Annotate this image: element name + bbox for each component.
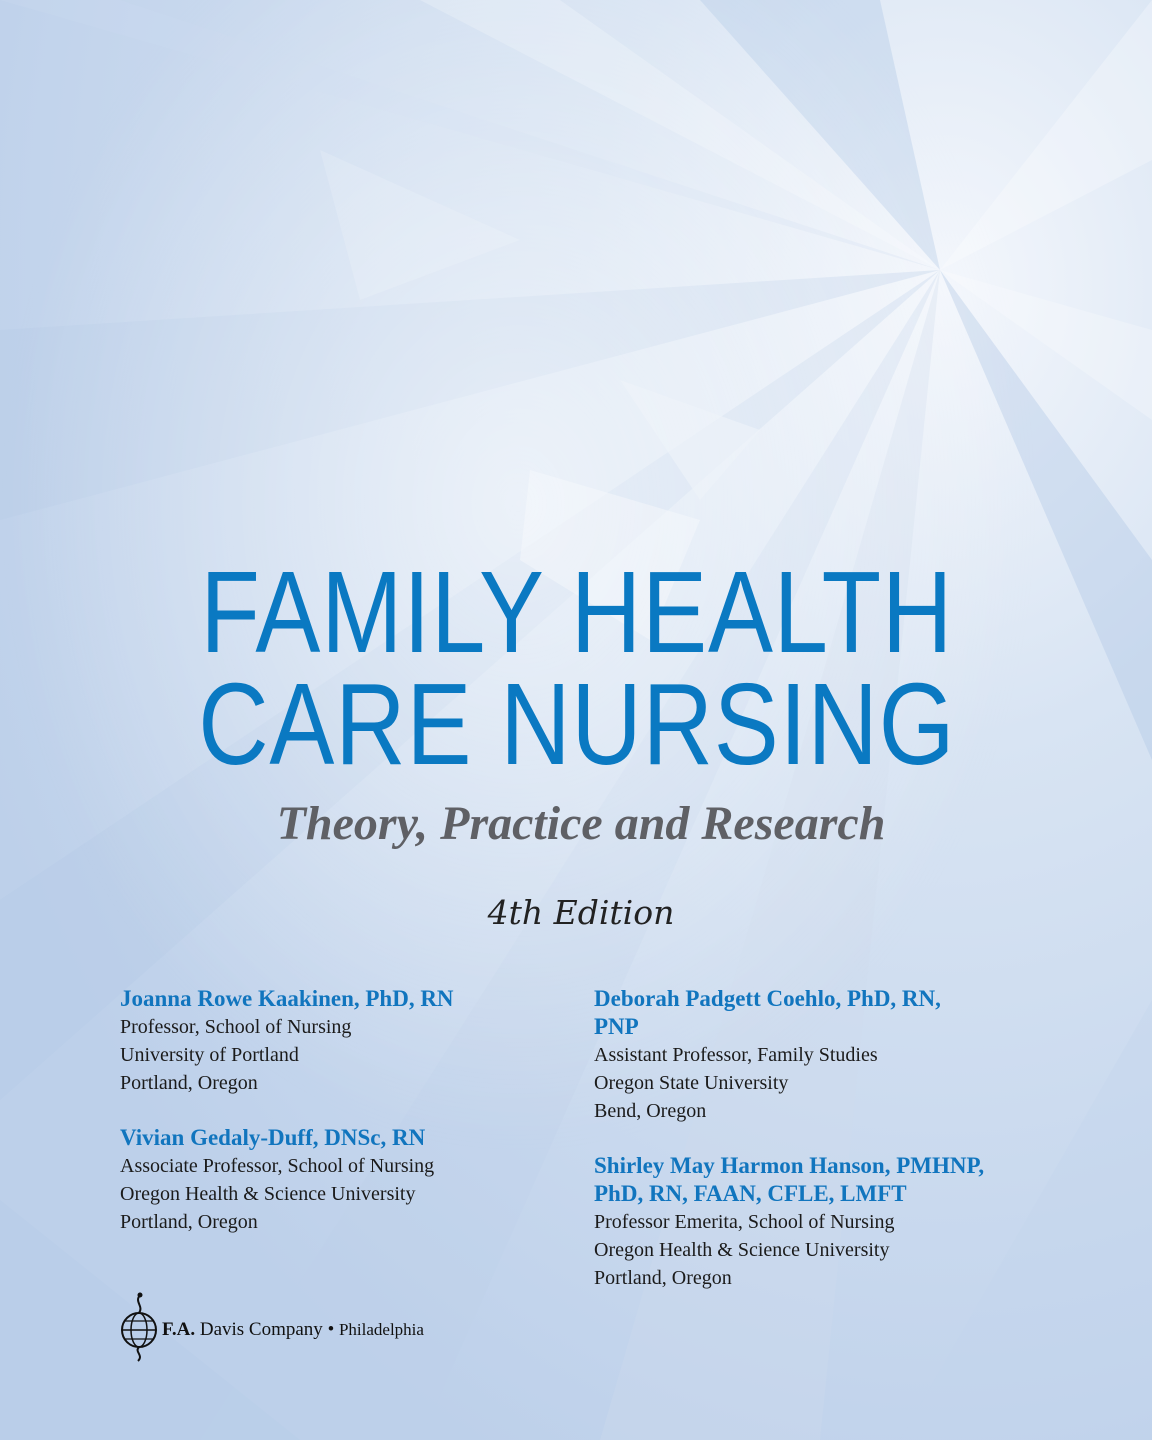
publisher-company: Davis Company — [199, 1319, 323, 1340]
title-line-1: FAMILY HEALTH — [200, 547, 954, 677]
title-line-2: CARE NURSING — [198, 659, 956, 789]
subtitle: Theory, Practice and Research — [276, 797, 886, 850]
publisher-imprint — [118, 1292, 518, 1362]
author-block-hanson — [594, 1152, 984, 1292]
edition: 4th Edition — [487, 893, 675, 932]
author-institution: Oregon Health & Science University — [120, 1183, 416, 1205]
author-title: Associate Professor, School of Nursing — [120, 1155, 435, 1177]
author-block-coehlo — [594, 985, 941, 1125]
author-title: Assistant Professor, Family Studies — [594, 1044, 878, 1066]
author-title: Professor Emerita, School of Nursing — [594, 1211, 895, 1233]
author-name: Vivian Gedaly-Duff, DNSc, RN — [120, 1125, 426, 1150]
globe-logo-icon — [118, 1292, 162, 1362]
author-location: Portland, Oregon — [120, 1072, 258, 1094]
author-institution: Oregon Health & Science University — [594, 1239, 890, 1261]
publisher-initials: F.A. — [162, 1319, 196, 1340]
author-location: Portland, Oregon — [594, 1267, 732, 1289]
author-block-gedaly-duff — [120, 1124, 434, 1236]
author-block-kaakinen — [120, 985, 454, 1097]
author-name-line-2: PhD, RN, FAAN, CFLE, LMFT — [594, 1181, 907, 1206]
publisher-name — [162, 1319, 424, 1341]
author-name: Joanna Rowe Kaakinen, PhD, RN — [120, 986, 454, 1011]
author-name-line-2: PNP — [594, 1014, 639, 1039]
author-title: Professor, School of Nursing — [120, 1016, 352, 1038]
author-institution: Oregon State University — [594, 1072, 789, 1094]
publisher-city: Philadelphia — [338, 1320, 424, 1339]
publisher-separator: • — [327, 1319, 335, 1340]
author-location: Portland, Oregon — [120, 1211, 258, 1233]
author-institution: University of Portland — [120, 1044, 299, 1066]
author-location: Bend, Oregon — [594, 1100, 707, 1122]
author-name-line-1: Shirley May Harmon Hanson, PMHNP, — [594, 1153, 985, 1178]
author-name-line-1: Deborah Padgett Coehlo, PhD, RN, — [594, 986, 941, 1011]
